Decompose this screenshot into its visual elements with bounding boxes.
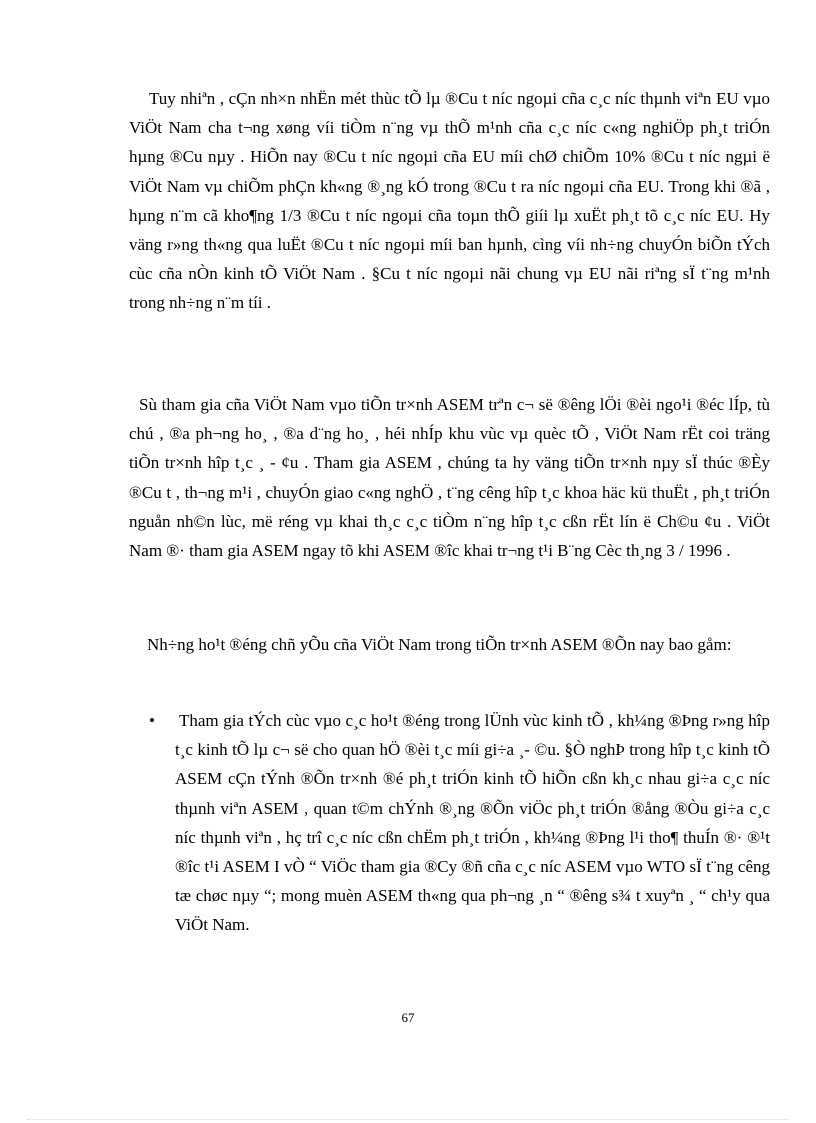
body-paragraph: Sù tham gia cña ViÖt Nam vµo tiÕn tr×nh ASEM trªn c¬ së ®êng lÖi ®èi ngo¹i ®éc lÍp, tù chú , ®a ph¬ng ho¸ , ®a d¨ng ho¸ , héi nhÍp khu vùc vµ quèc tÕ , ViÖt Nam rËt coi träng tiÕn tr×nh hîp t¸c ¸ - ¢u . Tham gia ASEM , chúng ta hy väng tiÕn tr×nh nµy sÏ thúc ®Èy ®Cu t , th¬ng m¹i , chuyÓn giao c«ng nghÖ , t¨ng cêng hîp t¸c khoa häc kü thuËt , ph¸t triÓn nguån nh©n lùc, më réng vµ khai th¸c c¸c tiÒm n¨ng hîp t¸c cßn rËt lín ë Ch©u ¢u . ViÖt Nam ®· tham gia ASEM ngay tõ khi ASEM ®îc khai tr¬ng t¹i B¨ng Cèc th¸ng 3 / 1996 .	[129, 395, 770, 561]
page-number: 67	[401, 1010, 415, 1025]
bullet-list-item	[149, 706, 770, 940]
bullet-marker: •	[149, 711, 155, 730]
body-paragraph: Tuy nhiªn , cÇn nh×n nhËn mét thùc tÕ lµ ®Cu t níc ngoµi cña c¸c níc thµnh viªn EU vµo ViÖt Nam cha t¬ng xøng víi tiÒm n¨ng vµ thÕ m¹nh cña c¸c níc c«ng nghiÖp ph¸t triÓn hµng ®Cu nµy . HiÕn nay ®Cu t níc ngoµi cña EU míi chØ chiÕm 10% ®Cu t níc ngµi ë ViÖt Nam vµ chiÕm phÇn kh«ng ®¸ng kÓ trong ®Cu t ra níc ngoµi cña EU. Trong khi ®ã , hµng n¨m cã kho¶ng 1/3 ®Cu t níc ngoµi cña toµn thÕ giíi lµ xuËt ph¸t tõ c¸c níc EU. Hy väng r»ng th«ng qua luËt ®Cu t níc ngoµi míi ban hµnh, cìng víi nh÷ng chuyÓn biÕn tÝch cùc cña nÒn kinh tÕ ViÖt Nam . §Cu t níc ngoµi nãi chung vµ EU nãi riªng sÏ t¨ng m¹nh trong nh÷ng n¨m tíi .	[129, 89, 770, 313]
page-edge-divider	[27, 1119, 789, 1120]
bullet-text: Tham gia tÝch cùc vµo c¸c ho¹t ®éng trong lÜnh vùc kinh tÕ , kh¼ng ®Þng r»ng hîp t¸c kinh tÕ lµ c¬ së cho quan hÖ ®èi t¸c míi gi÷a ¸- ©u. §Ò nghÞ trong hîp t¸c kinh tÕ ASEM cÇn tÝnh ®Õn tr×nh ®é ph¸t triÓn kinh tÕ hiÕn cßn kh¸c nhau gi÷a c¸c níc thµnh viªn ASEM , quan t©m chÝnh ®¸ng ®Õn viÖc ph¸t triÓn ®ång ®Òu gi÷a c¸c níc thµnh viªn , hç trî c¸c níc cßn chËm ph¸t triÓn , kh¼ng ®Þng l¹i tho¶ thuÍn ®· ®¹t ®îc t¹i ASEM I vÒ “ ViÖc tham gia ®Cy ®ñ cña c¸c níc ASEM vµo WTO sÏ t¨ng cêng tæ chøc nµy “; mong muèn ASEM th«ng qua ph¬ng ¸n “ ®êng s¾ t xuyªn ¸ “ ch¹y qua ViÖt Nam.	[175, 711, 770, 935]
body-paragraph: Nh÷ng ho¹t ®éng chñ yÕu cña ViÖt Nam trong tiÕn tr×nh ASEM ®Õn nay bao gåm:	[147, 635, 732, 654]
